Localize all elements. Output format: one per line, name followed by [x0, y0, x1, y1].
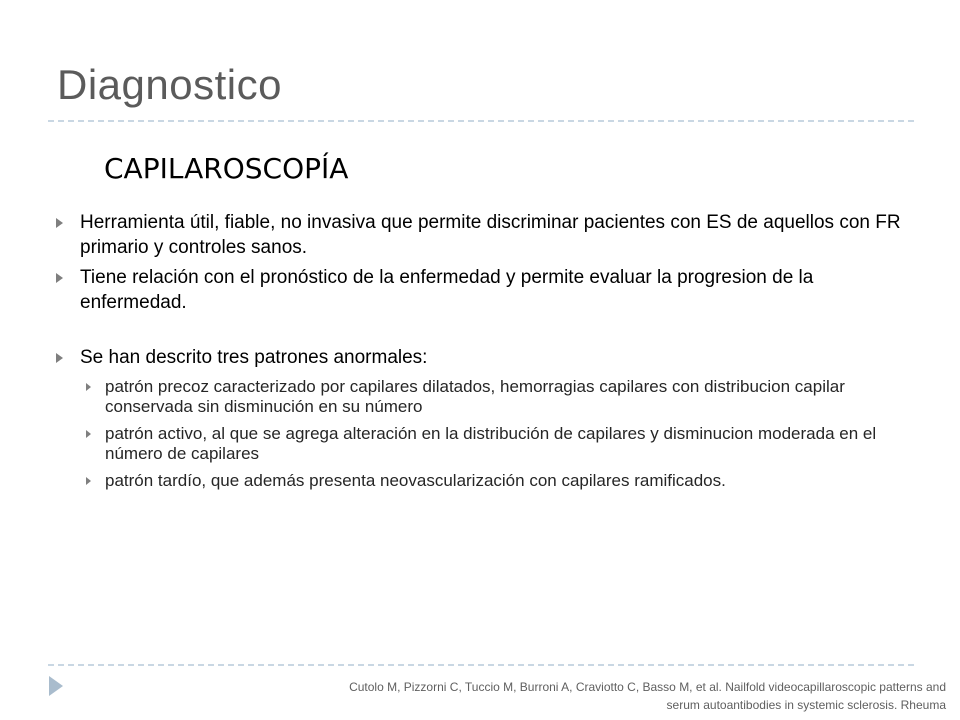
bullet-arrow-icon: [56, 353, 63, 363]
footer-divider: [48, 664, 914, 666]
citation-line-2: serum autoantibodies in systemic sclerosis. Rheuma: [666, 698, 946, 712]
bullet-arrow-icon: [56, 273, 63, 283]
subbullet-arrow-icon: [86, 430, 91, 438]
subbullet-item: [50, 377, 910, 417]
subbullet-item: [50, 424, 910, 464]
slide-title: Diagnostico: [57, 61, 282, 108]
bullet-arrow-icon: [56, 218, 63, 228]
subbullet-text: patrón tardío, que además presenta neovascularización con capilares ramificados.: [105, 471, 726, 490]
bullet-item: [50, 210, 910, 260]
slide-content: [50, 210, 910, 491]
subbullet-text: patrón activo, al que se agrega alteración en la distribución de capilares y disminucion moderada en el número de capilares: [105, 424, 877, 463]
corner-arrow-icon: [49, 676, 63, 696]
subbullet-arrow-icon: [86, 383, 91, 391]
title-divider: [48, 120, 914, 122]
subbullet-text: patrón precoz caracterizado por capilares dilatados, hemorragias capilares con distribucion capilar conservada sin disminución en su número: [105, 377, 845, 416]
bullet-item: [50, 265, 910, 315]
bullet-text: Tiene relación con el pronóstico de la enfermedad y permite evaluar la progresion de la enfermedad.: [80, 267, 814, 313]
subbullet-arrow-icon: [86, 477, 91, 485]
bullet-item: [50, 345, 910, 370]
slide-subtitle: CAPILAROSCOPÍA: [104, 152, 349, 185]
bullet-text: Se han descrito tres patrones anormales:: [80, 347, 428, 368]
subbullet-item: [50, 471, 910, 491]
citation: [226, 678, 946, 714]
citation-line-1: Cutolo M, Pizzorni C, Tuccio M, Burroni A, Craviotto C, Basso M, et al. Nailfold videocapillaroscopic patterns and: [349, 680, 946, 694]
bullet-text: Herramienta útil, fiable, no invasiva que permite discriminar pacientes con ES de aquellos con FR primario y controles sanos.: [80, 212, 901, 258]
